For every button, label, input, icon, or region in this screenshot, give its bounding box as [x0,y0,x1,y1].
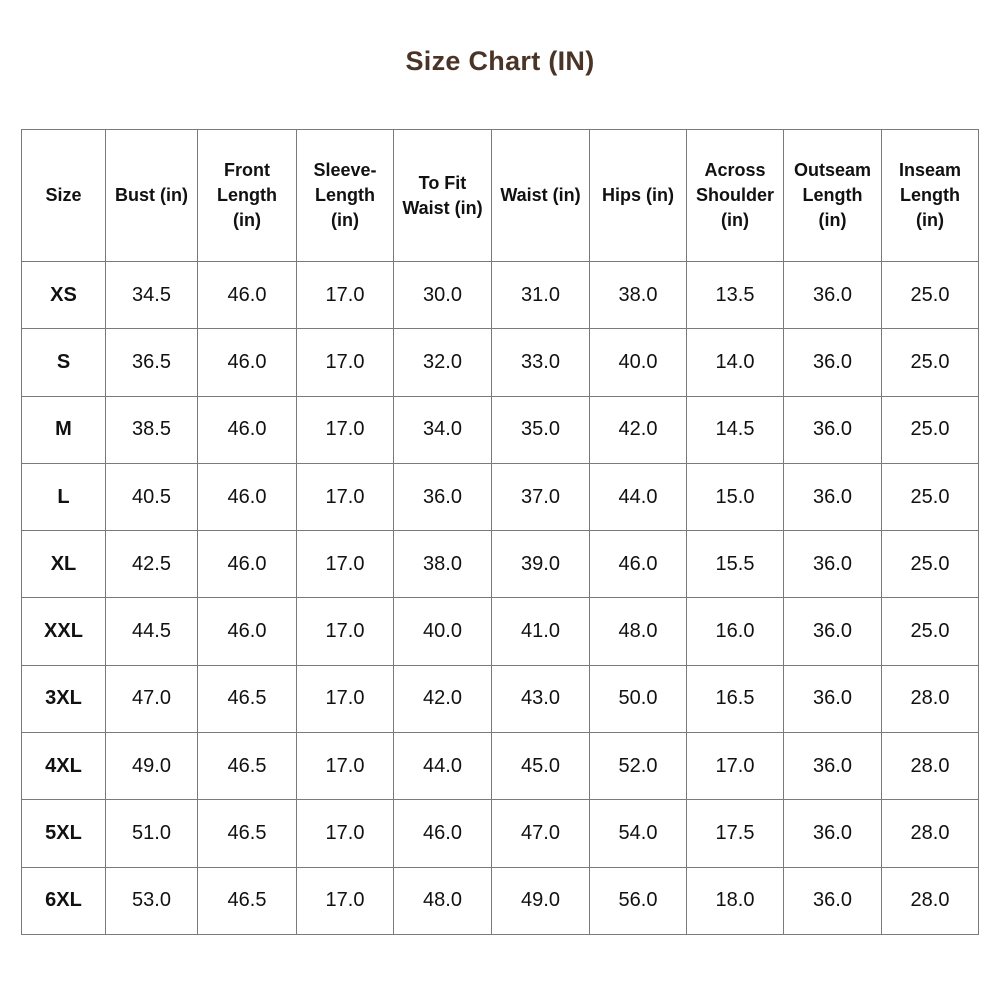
table-cell: 49.0 [492,867,590,934]
table-cell: 16.5 [687,665,784,732]
column-header-across-shoulder [687,130,784,262]
table-cell: 36.0 [784,396,882,463]
table-cell: 36.0 [784,329,882,396]
table-cell: 25.0 [882,598,979,665]
table-cell: 28.0 [882,665,979,732]
column-header-waist [492,130,590,262]
column-header-label: Bust (in) [115,185,188,205]
table-cell: 15.5 [687,531,784,598]
table-cell: 35.0 [492,396,590,463]
column-header-outseam-length [784,130,882,262]
table-cell: 52.0 [590,733,687,800]
table-cell: 32.0 [394,329,492,396]
table-cell: 44.5 [106,598,198,665]
table-cell: 40.0 [590,329,687,396]
table-cell: 50.0 [590,665,687,732]
table-cell: 53.0 [106,867,198,934]
table-row [22,598,979,665]
size-cell: 6XL [22,867,106,934]
table-cell: 36.5 [106,329,198,396]
table-cell: 14.0 [687,329,784,396]
table-cell: 17.0 [687,733,784,800]
table-cell: 41.0 [492,598,590,665]
table-cell: 56.0 [590,867,687,934]
column-header-label: Front Length (in) [217,160,277,230]
table-row [22,867,979,934]
table-cell: 38.0 [394,531,492,598]
table-cell: 48.0 [590,598,687,665]
table-cell: 46.0 [198,531,297,598]
table-cell: 30.0 [394,262,492,329]
size-cell: XS [22,262,106,329]
table-row [22,396,979,463]
table-cell: 25.0 [882,262,979,329]
table-cell: 31.0 [492,262,590,329]
size-cell: L [22,463,106,530]
table-cell: 46.0 [394,800,492,867]
size-cell: XL [22,531,106,598]
table-cell: 17.0 [297,733,394,800]
table-cell: 36.0 [784,665,882,732]
table-cell: 44.0 [590,463,687,530]
table-cell: 14.5 [687,396,784,463]
table-cell: 46.0 [590,531,687,598]
table-cell: 45.0 [492,733,590,800]
column-header-label: Hips (in) [602,185,674,205]
table-cell: 46.0 [198,463,297,530]
table-cell: 37.0 [492,463,590,530]
table-cell: 49.0 [106,733,198,800]
table-cell: 17.0 [297,598,394,665]
table-cell: 36.0 [394,463,492,530]
table-row [22,800,979,867]
table-cell: 28.0 [882,800,979,867]
column-header-label: Across Shoulder (in) [695,160,774,230]
column-header-front-length [198,130,297,262]
table-cell: 36.0 [784,800,882,867]
table-cell: 25.0 [882,329,979,396]
table-cell: 39.0 [492,531,590,598]
table-cell: 36.0 [784,733,882,800]
table-cell: 46.0 [198,262,297,329]
table-cell: 17.0 [297,665,394,732]
table-body [22,262,979,935]
table-cell: 46.5 [198,733,297,800]
table-cell: 17.0 [297,463,394,530]
table-cell: 17.0 [297,396,394,463]
size-cell: 3XL [22,665,106,732]
table-cell: 17.0 [297,329,394,396]
table-row [22,329,979,396]
column-header-size [22,130,106,262]
table-cell: 51.0 [106,800,198,867]
table-cell: 17.0 [297,867,394,934]
table-cell: 46.0 [198,329,297,396]
table-cell: 34.5 [106,262,198,329]
column-header-label: To Fit Waist (in) [402,172,483,218]
size-cell: S [22,329,106,396]
table-cell: 13.5 [687,262,784,329]
table-cell: 25.0 [882,463,979,530]
table-cell: 17.0 [297,800,394,867]
table-row [22,262,979,329]
table-cell: 25.0 [882,531,979,598]
table-cell: 28.0 [882,733,979,800]
table-cell: 46.0 [198,598,297,665]
column-header-hips [590,130,687,262]
table-cell: 42.5 [106,531,198,598]
column-header-to-fit-waist [394,130,492,262]
table-cell: 46.5 [198,867,297,934]
column-header-label: Inseam Length (in) [898,160,962,230]
size-cell: 4XL [22,733,106,800]
size-cell: M [22,396,106,463]
table-cell: 38.0 [590,262,687,329]
table-cell: 54.0 [590,800,687,867]
header-row [22,130,979,262]
table-cell: 17.5 [687,800,784,867]
table-cell: 42.0 [394,665,492,732]
table-cell: 28.0 [882,867,979,934]
column-header-sleeve-length [297,130,394,262]
column-header-label: Waist (in) [500,185,581,205]
table-cell: 33.0 [492,329,590,396]
table-cell: 46.0 [198,396,297,463]
table-cell: 40.0 [394,598,492,665]
table-cell: 17.0 [297,531,394,598]
table-cell: 36.0 [784,867,882,934]
table-cell: 36.0 [784,463,882,530]
table-cell: 47.0 [106,665,198,732]
table-cell: 34.0 [394,396,492,463]
table-cell: 46.5 [198,800,297,867]
column-header-bust [106,130,198,262]
size-chart-table [21,129,979,935]
table-cell: 38.5 [106,396,198,463]
table-row [22,665,979,732]
table-cell: 18.0 [687,867,784,934]
column-header-inseam-length [882,130,979,262]
table-cell: 17.0 [297,262,394,329]
table-cell: 43.0 [492,665,590,732]
table-row [22,463,979,530]
table-cell: 47.0 [492,800,590,867]
table-cell: 42.0 [590,396,687,463]
table-cell: 36.0 [784,598,882,665]
table-cell: 15.0 [687,463,784,530]
table-cell: 46.5 [198,665,297,732]
table-cell: 16.0 [687,598,784,665]
page-title: Size Chart (IN) [405,46,595,76]
table-cell: 44.0 [394,733,492,800]
table-row [22,531,979,598]
table-cell: 40.5 [106,463,198,530]
column-header-label: Outseam Length (in) [793,160,872,230]
size-cell: 5XL [22,800,106,867]
column-header-label: Sleeve- Length (in) [313,160,377,230]
table-cell: 25.0 [882,396,979,463]
table-row [22,733,979,800]
table-cell: 48.0 [394,867,492,934]
table-cell: 36.0 [784,262,882,329]
table-cell: 36.0 [784,531,882,598]
size-cell: XXL [22,598,106,665]
column-header-label: Size [45,185,82,205]
